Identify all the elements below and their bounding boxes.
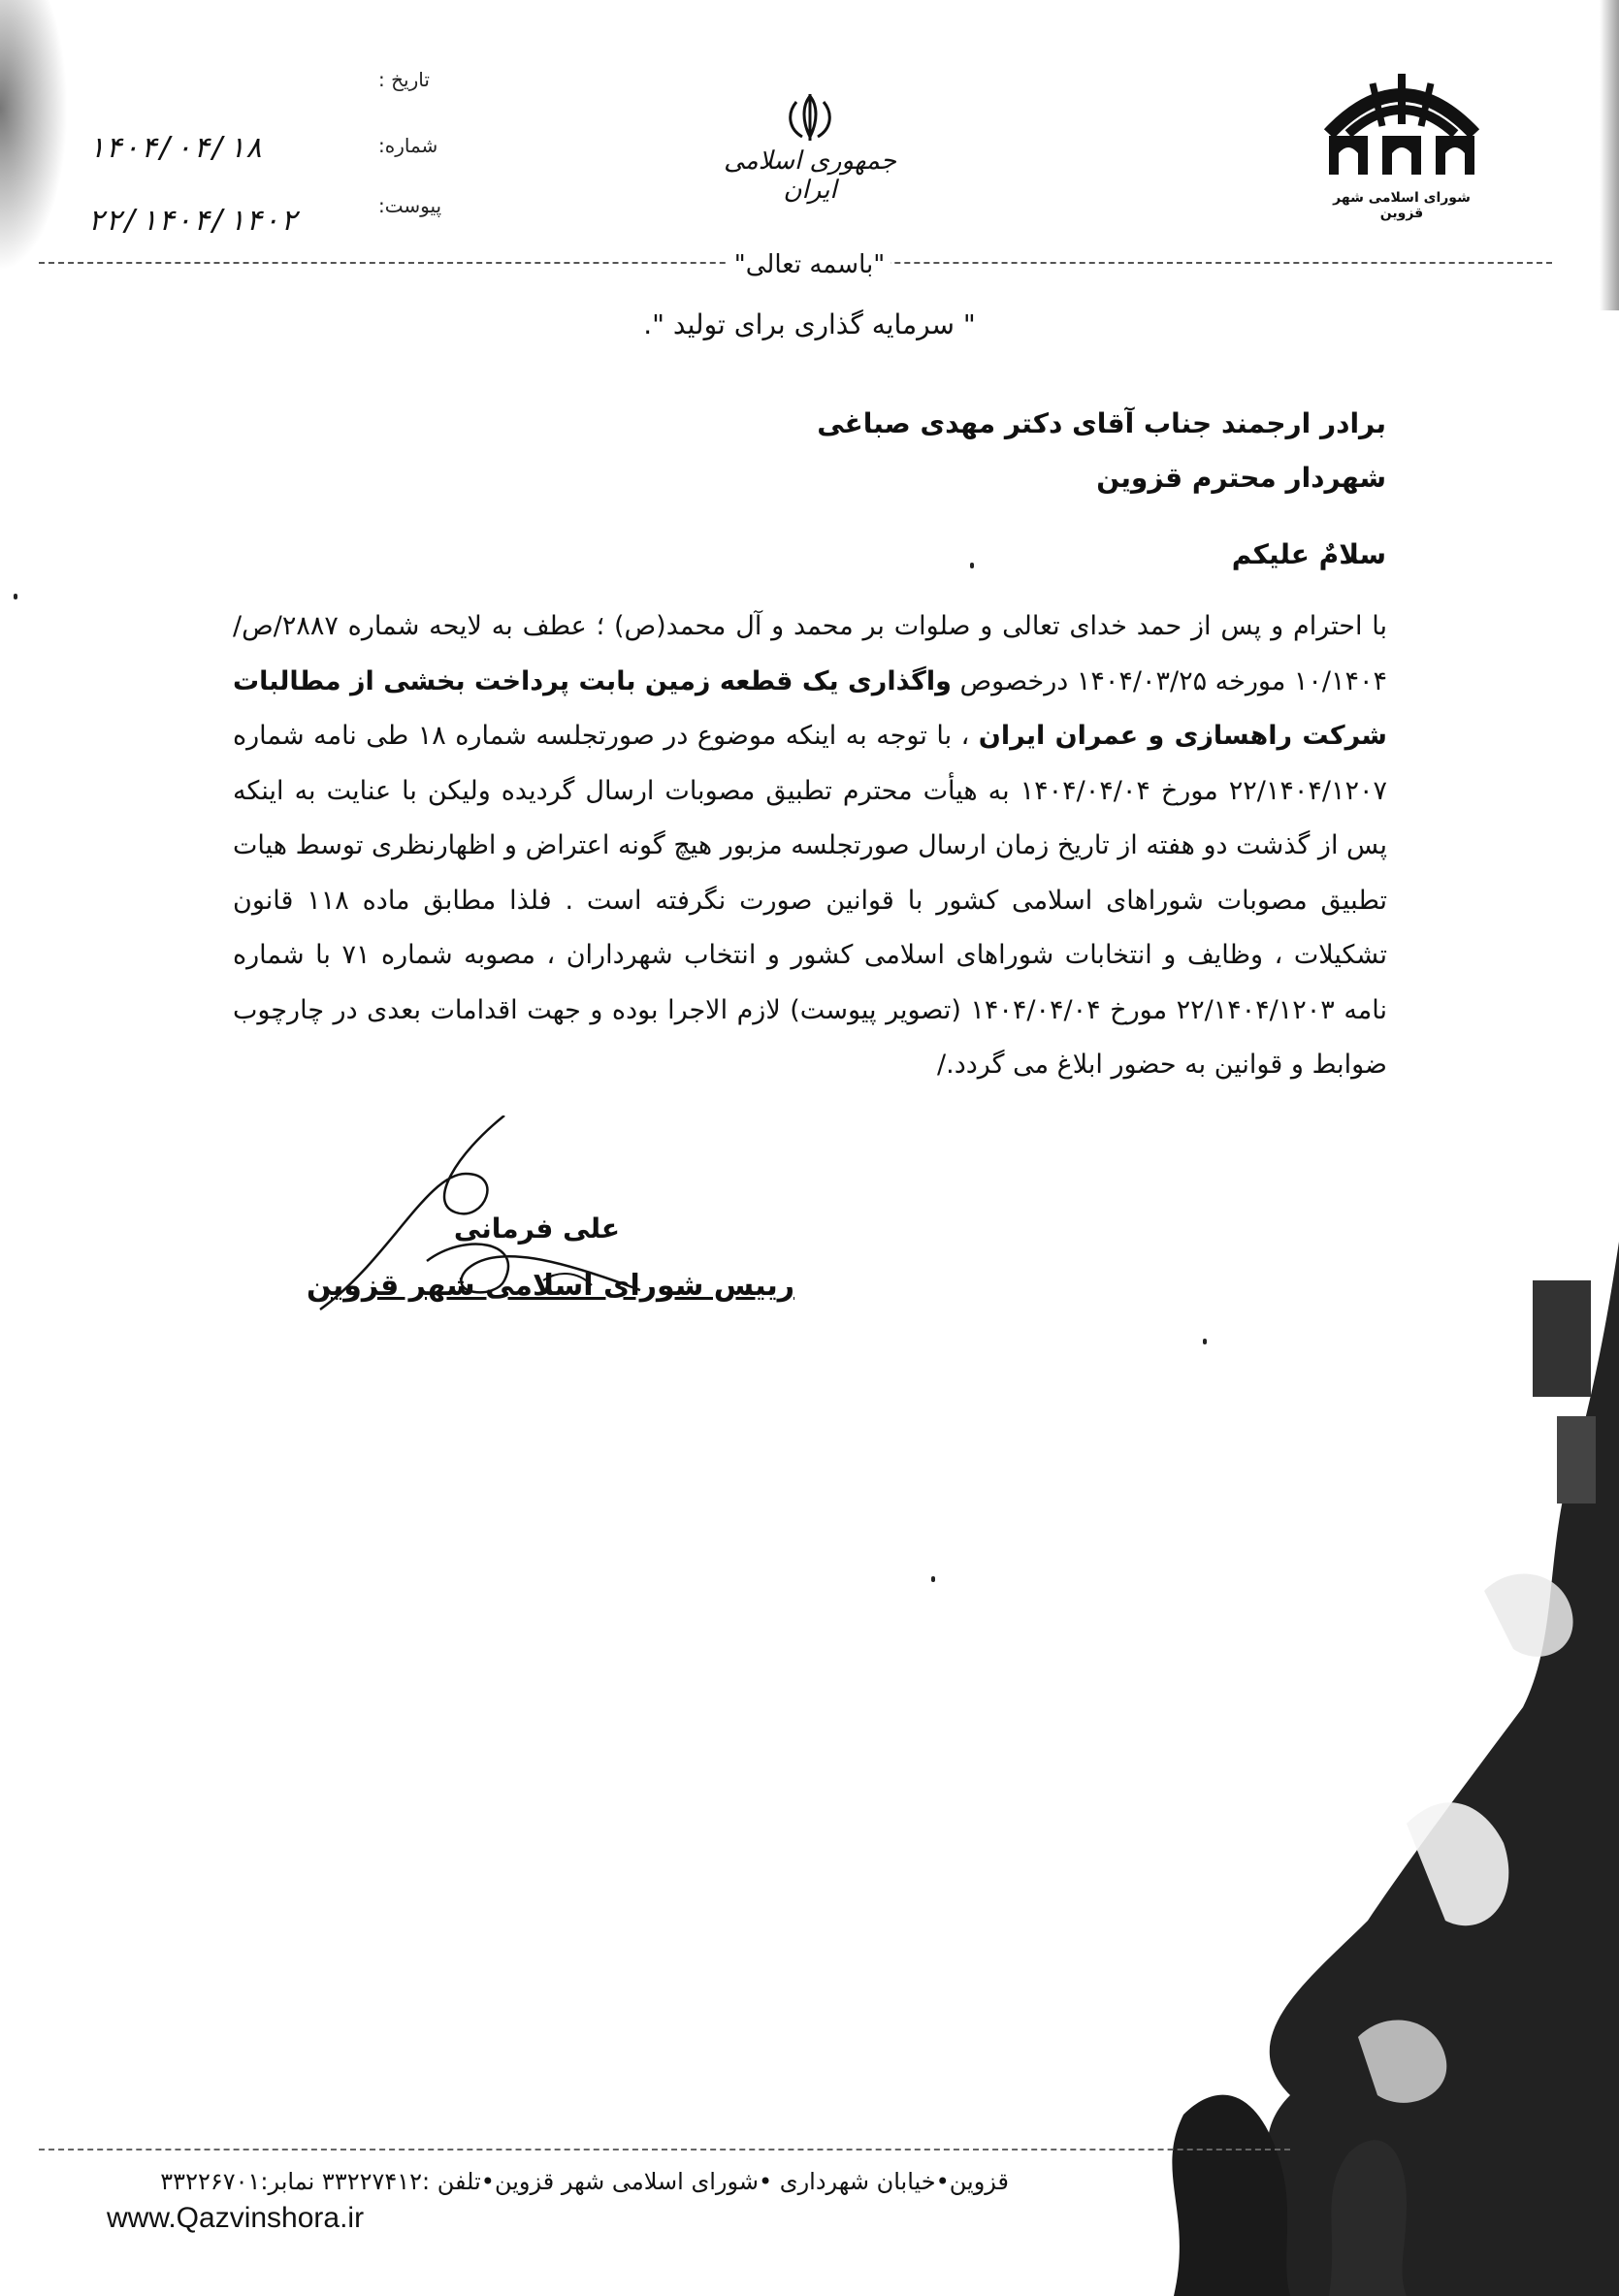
date-value: ۱۴۰۴/۰۴/۱۸ bbox=[87, 131, 263, 165]
emblem-caption: جمهوری اسلامی ایران bbox=[724, 146, 896, 205]
scan-speck bbox=[1203, 1339, 1207, 1344]
salutation: سلامٌ علیکم bbox=[1231, 538, 1386, 570]
council-logo-caption: شورای اسلامی شهر قزوین bbox=[1333, 190, 1471, 221]
scan-shadow-left bbox=[0, 0, 68, 272]
body-part-2: ، با توجه به اینکه موضوع در صورتجلسه شماره ۱۸ طی نامه شماره ۲۲/۱۴۰۴/۱۲۰۷ مورخ ۱۴۰۴/۰۴/۰۴ به هیأت محترم تطبیق مصوبات ارسال گردیده ولیکن با عنایت به اینکه پس از گذشت دو هفته از تاریخ زمان ارسال صورتجلسه مزبور هیچ گونه اعتراض و اظهارنظری توسط هیات تطبیق مصوبات شوراهای اسلامی کشور با قوانین صورت نگرفته است . فلذا مطابق ماده ۱۱۸ قانون تشکیلات ، وظایف و انتخابات شوراهای اسلامی کشور و انتخاب شهرداران ، مصوبه شماره ۷۱ با شماره نامه ۲۲/۱۴۰۴/۱۲۰۳ مورخ ۱۴۰۴/۰۴/۰۴ (تصویر پیوست) لازم الاجرا بوده و جهت اقدامات بعدی در چارچوب ضوابط و قوانین به حضور ابلاغ می گردد./ bbox=[233, 721, 1388, 1080]
attachment-label: پیوست: bbox=[378, 194, 442, 217]
footer-website: www.Qazvinshora.ir bbox=[107, 2202, 365, 2234]
signer-name: علی فرمانی bbox=[453, 1213, 620, 1245]
recipient-name: برادر ارجمند جناب آقای دکتر مهدی صباغی bbox=[817, 407, 1386, 439]
scan-speck bbox=[931, 1576, 935, 1582]
basmala bbox=[0, 250, 1619, 279]
footer-address: قزوین•خیابان شهرداری •شورای اسلامی شهر قزوین•تلفن :۳۳۲۲۷۴۱۲ نمابر:۳۳۲۲۶۷۰۱ bbox=[160, 2168, 1009, 2195]
decorative-photo-collage bbox=[1116, 1242, 1619, 2296]
body-part-1: با احترام و پس از حمد خدای تعالی و صلوات بر محمد و آل محمد(ص) ؛ عطف به لایحه شماره ۲۸۸۷/ص/۱۰/۱۴۰۴ مورخه ۱۴۰۴/۰۳/۲۵ درخصوص bbox=[233, 611, 1387, 696]
signer-title: رییس شورای اسلامی شهر قزوین bbox=[307, 1269, 794, 1303]
recipient-title: شهردار محترم قزوین bbox=[1096, 462, 1386, 494]
body-subject: واگذاری یک قطعه زمین بابت پرداخت بخشی از مطالبات شرکت راهسازی و عمران ایران bbox=[233, 665, 1387, 751]
footer-divider bbox=[39, 2149, 1290, 2150]
council-logo-icon bbox=[1319, 66, 1484, 182]
number-value: ۲۲/۱۴۰۴/۱۴۰۲ bbox=[87, 204, 298, 238]
council-logo bbox=[1314, 66, 1489, 221]
scan-speck bbox=[970, 563, 974, 568]
scan-speck bbox=[14, 594, 17, 599]
number-label: شماره: bbox=[378, 134, 438, 157]
iran-emblem bbox=[713, 92, 907, 218]
iran-emblem-icon bbox=[781, 92, 839, 143]
letter-meta bbox=[78, 58, 466, 252]
date-label: تاریخ : bbox=[378, 68, 430, 91]
basmala-text: "باسمه تعالی" bbox=[729, 250, 890, 279]
letter-body bbox=[233, 599, 1387, 1093]
motto: " سرمایه گذاری برای تولید ". bbox=[643, 308, 976, 340]
